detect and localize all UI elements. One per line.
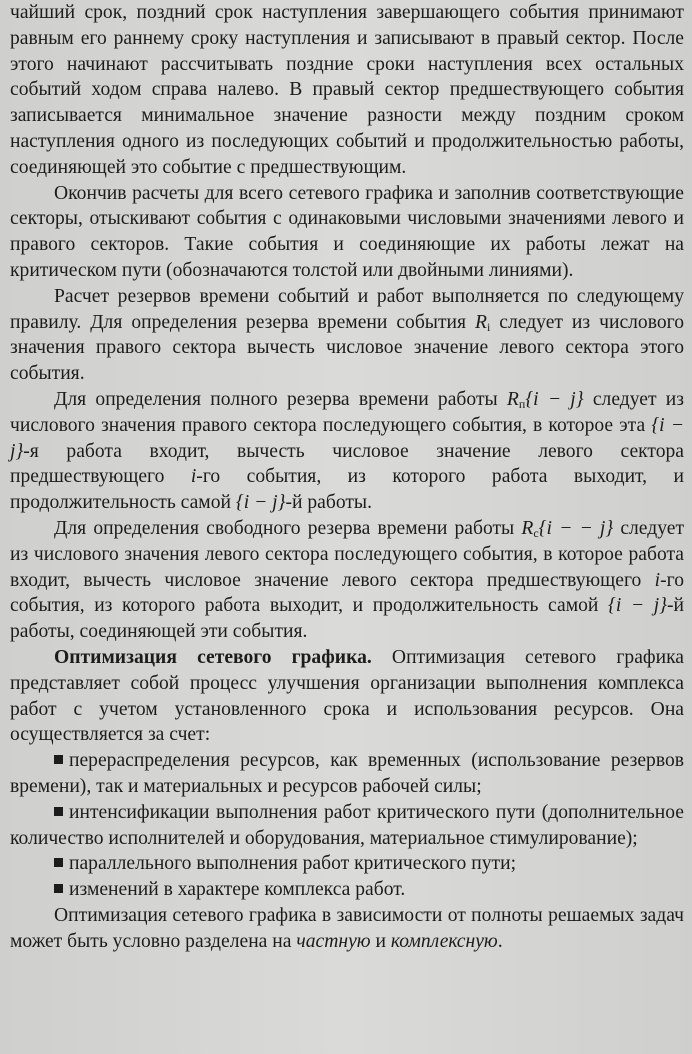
paragraph-1: чайший срок, поздний срок наступления завершающего события принимают равным его раннему сроку наступления и записывают в правый сектор. После этого начинают рассчитывать поздние сроки наступления всех остальных событий ходом справа налево. В правый сектор предшествующего события записывается минимальное значение разности между поздним сроком наступления одного из последующих событий и продолжительностью работы, соединяющей это событие с предшествующим. — [10, 2, 684, 178]
bullet-icon — [54, 807, 63, 816]
list-item: параллельного выполнения работ критического пути; — [10, 851, 684, 877]
paragraph-7: Оптимизация сетевого графика в зависимости от полноты решаемых задач может быть условно разделена на частную и комплексную. — [10, 904, 684, 952]
bullet-icon — [54, 884, 63, 893]
paragraph-5: Для определения свободного резерва времени работы $R_с\{i$ − − j} следует из числового значения левого сектора последующего события, в которое работа входит, вычесть числовое значение левого сектора предшествующего i-го события, из которого работа выходит, и продолжительность самой {i − j}-й работы, соединяющей эти события. — [10, 517, 685, 643]
bullet-icon — [54, 755, 63, 764]
paragraph-3: Расчет резервов времени событий и работ выполняется по следующему правилу. Для определения резерва времени события $R_i$ следует из числового значения правого сектора вычесть числовое значение левого сектора этого события. — [10, 285, 684, 385]
section-heading: Оптимизация сетевого графика. — [54, 646, 372, 668]
symbol-r: R — [521, 517, 534, 539]
list-item: изменений в характере комплекса работ. — [10, 877, 684, 903]
paragraph-2: Окончив расчеты для всего сетевого графика и заполнив соответствующие секторы, отыскивают события с одинаковыми числовыми значениями левого и правого секторов. Такие события и соединяющие их работы лежат на критическом пути (обозначаются толстой или двойными линиями). — [10, 182, 684, 281]
paragraph-4: Для определения полного резерва времени работы $R_п\{i - j\}$ следует из числового значения правого сектора последующего события, в которое эта {i − j}-я работа входит, вычесть числовое значение левого сектора предшествующего i-го события, из которого работа выходит, и продолжительность самой {i − j}-й работы. — [10, 388, 685, 514]
bullet-icon — [54, 858, 63, 867]
symbol-r: R — [506, 388, 519, 410]
list-item: перераспределения ресурсов, как временных (использование резервов времени), так и материальных и ресурсов рабочей силы; — [10, 750, 684, 797]
page-text — [10, 0, 684, 954]
symbol-r: R — [475, 311, 487, 333]
list-item: интенсификации выполнения работ критического пути (дополнительное количество исполнителей и оборудования, материальное стимулирование); — [10, 801, 684, 849]
paragraph-6: Оптимизация сетевого графика. Оптимизация сетевого графика представляет собой процесс улучшения организации выполнения комплекса работ с учетом установленного срока и использования ресурсов. Она осуществляется за счет: — [10, 646, 684, 746]
